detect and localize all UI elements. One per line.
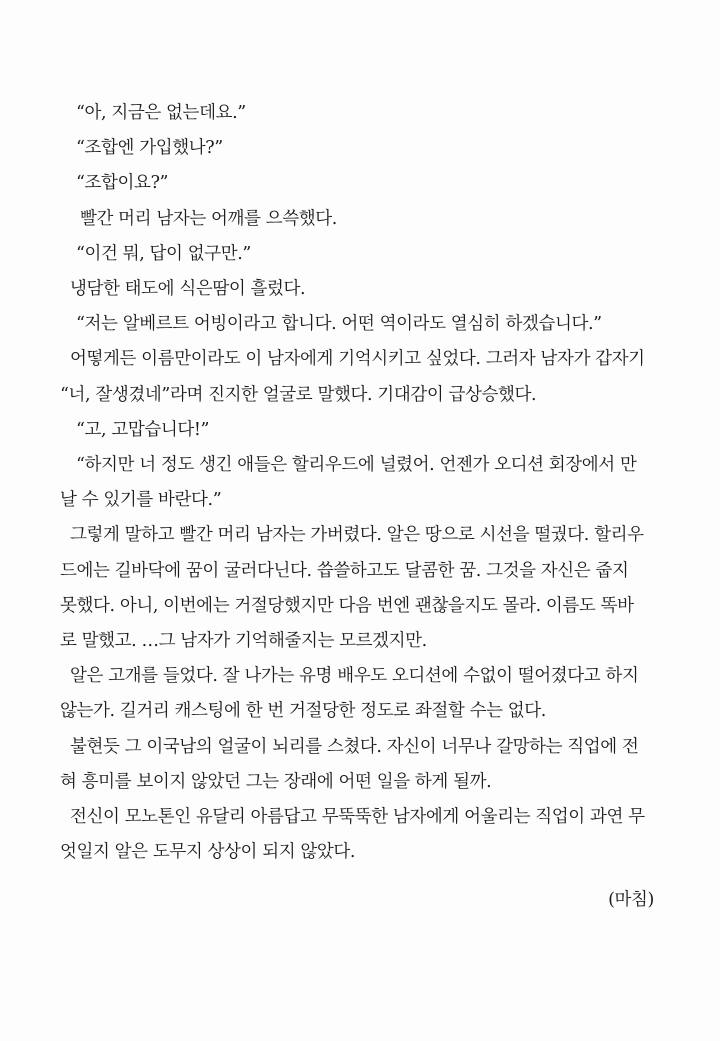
paragraph (60, 166, 680, 201)
text-line: 냉담한 태도에 식은땀이 흘렀다. (70, 279, 306, 300)
paragraph (60, 131, 680, 166)
ending-mark: (마침) (608, 890, 654, 910)
text-line: “아, 지금은 없는데요.” (76, 103, 246, 123)
paragraph (60, 307, 680, 342)
story-text (60, 96, 680, 870)
paragraph (60, 800, 680, 870)
text-line: 불현듯 그 이국남의 얼굴이 뇌리를 스쳤다. 자신이 너무나 갈망하는 직업에 전 (70, 736, 639, 757)
text-line: “조합이요?” (76, 173, 169, 194)
text-line: 빨간 머리 남자는 어깨를 으쓱했다. (80, 208, 337, 229)
text-line: 않는가. 길거리 캐스팅에 한 번 거절당한 정도로 좌절할 수는 없다. (60, 701, 546, 722)
paragraph (60, 96, 680, 131)
paragraph (60, 659, 680, 729)
text-line: 혀 흥미를 보이지 않았던 그는 장래에 어떤 일을 하게 될까. (60, 771, 492, 792)
paragraph (60, 272, 680, 307)
text-line: 엇일지 알은 도무지 상상이 되지 않았다. (60, 842, 356, 863)
paragraph (60, 237, 680, 272)
paragraph (60, 413, 680, 448)
text-line: 드에는 길바닥에 꿈이 굴러다닌다. 씁쓸하고도 달콤한 꿈. 그것을 자신은 줍지 (60, 560, 629, 581)
text-line: 전신이 모노톤인 유달리 아름답고 무뚝뚝한 남자에게 어울리는 직업이 과연 무 (70, 807, 645, 828)
paragraph (60, 342, 680, 412)
paragraph (60, 448, 680, 518)
paragraph (60, 202, 680, 237)
text-line: “조합엔 가입했나?” (76, 138, 223, 159)
text-line: “이건 뭐, 답이 없구만.” (76, 243, 251, 264)
paragraph (60, 518, 680, 659)
text-line: 못했다. 아니, 이번에는 거절당했지만 다음 번엔 괜찮을지도 몰라. 이름도 똑바 (60, 595, 634, 616)
paragraph (60, 730, 680, 800)
text-line: “저는 알베르트 어빙이라고 합니다. 어떤 역이라도 열심히 하겠습니다.” (76, 314, 602, 335)
text-line: 날 수 있기를 바란다.” (60, 490, 222, 511)
text-line: 로 말했고. …그 남자가 기억해줄지는 모르겠지만. (60, 631, 427, 652)
text-line: 그렇게 말하고 빨간 머리 남자는 가버렸다. 알은 땅으로 시선을 떨궜다. 할리우 (70, 525, 644, 546)
text-line: “너, 잘생겼네”라며 진지한 얼굴로 말했다. 기대감이 급상승했다. (60, 384, 537, 405)
text-line: 알은 고개를 들었다. 잘 나가는 유명 배우도 오디션에 수없이 떨어졌다고 하지 (70, 666, 639, 687)
text-line: “하지만 너 정도 생긴 애들은 할리우드에 널렸어. 언젠가 오디션 회장에서 만 (76, 455, 637, 476)
text-line: “고, 고맙습니다!” (76, 419, 210, 440)
text-line: 어떻게든 이름만이라도 이 남자에게 기억시키고 싶었다. 그러자 남자가 갑자기 (70, 349, 645, 370)
